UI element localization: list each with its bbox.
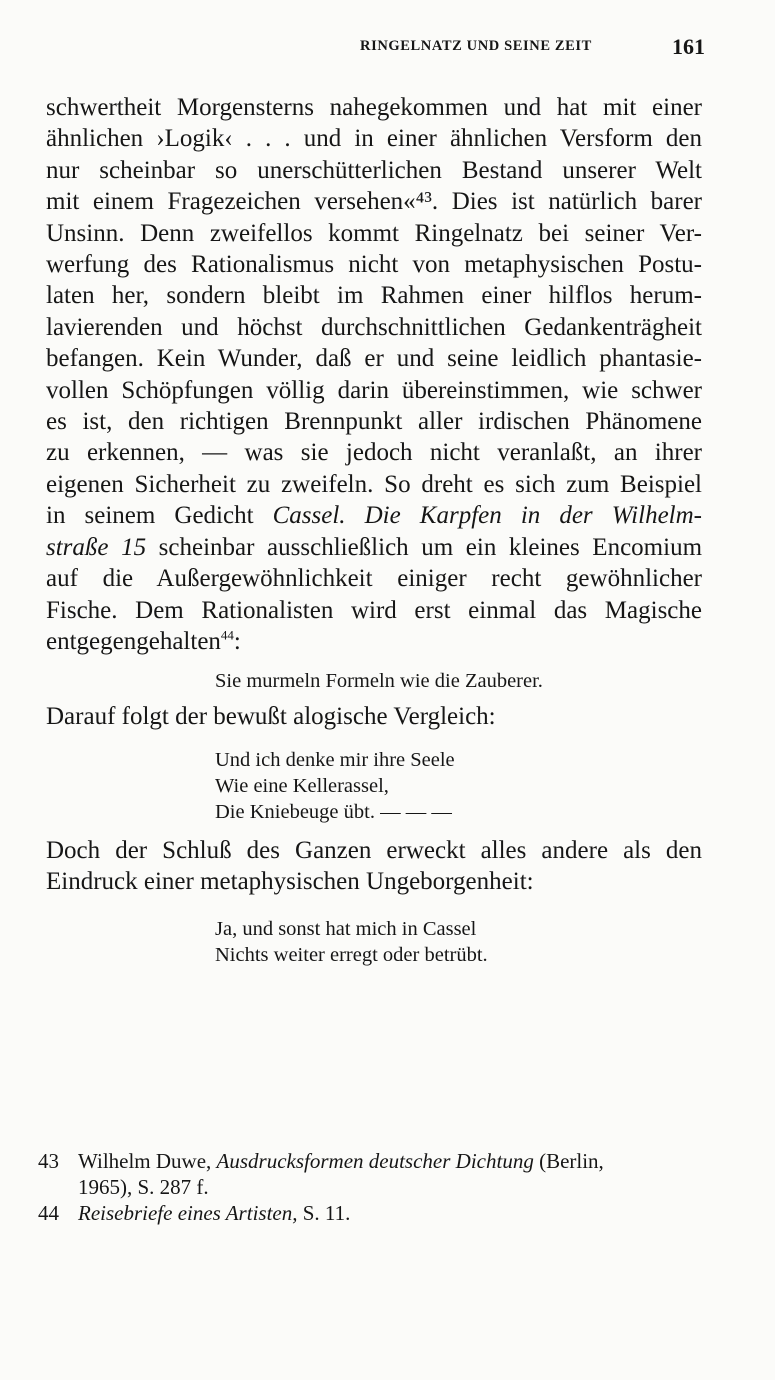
footnote-text: (Berlin, <box>533 1149 604 1173</box>
text-line: Fische. Dem Rationalisten wird erst einmal das Magische <box>46 596 702 624</box>
verse-line: Wie eine Kellerassel, <box>215 774 389 797</box>
footnote-text: S. 11. <box>297 1201 351 1225</box>
text-line: mit einem Fragezeichen versehen«⁴³. Dies ist natürlich barer <box>46 188 702 216</box>
text-line: es ist, den richtigen Brennpunkt aller irdischen Phänomene <box>46 408 702 436</box>
text-line: Eindruck einer metaphysischen Ungeborgenheit: <box>46 868 534 896</box>
verse-line: Sie murmeln Formeln wie die Zauberer. <box>215 670 543 693</box>
text-line: eigenen Sicherheit zu zweifeln. So dreht es sich zum Beispiel <box>46 470 702 498</box>
text-span: in seinem Gedicht <box>46 502 273 530</box>
page-number: 161 <box>672 34 705 59</box>
paragraph-1 <box>46 92 702 657</box>
text-span: entgegengehalten <box>46 627 221 655</box>
footnote-author: Wilhelm Duwe, <box>78 1149 217 1173</box>
text-line: werfung des Rationalismus nicht von metaphysischen Postu- <box>46 251 702 279</box>
text-line <box>46 626 702 657</box>
verse-quote-2 <box>46 747 702 825</box>
text-line: Darauf folgt der bewußt alogische Vergleich: <box>46 703 496 731</box>
verse-line: Die Kniebeuge übt. — — — <box>215 800 452 823</box>
text-line <box>46 500 702 531</box>
footnote-title: Reisebriefe eines Artisten, <box>78 1201 298 1225</box>
text-line: Doch der Schluß des Ganzen erweckt alles andere als den <box>46 836 702 864</box>
paragraph-3 <box>46 835 702 898</box>
text-span: scheinbar ausschließlich um ein kleines Encomium <box>146 533 703 561</box>
text-line: zu erkennen, — was sie jedoch nicht veranlaßt, an ihrer <box>46 439 702 467</box>
text-line: nur scheinbar so unerschütterlichen Bestand unserer Welt <box>46 156 702 184</box>
text-line: lavierenden und höchst durchschnittlichen Gedankenträgheit <box>46 313 702 341</box>
footnote-ref-44[interactable]: 44 <box>220 627 234 643</box>
verse-quote-1 <box>46 668 702 694</box>
footnote-43-continuation: 1965), S. 287 f. <box>78 1175 209 1199</box>
poem-title: Cassel. Die Karpfen in der Wilhelm- <box>272 502 702 530</box>
text-line <box>46 532 702 563</box>
page-header <box>360 34 705 64</box>
verse-quote-3 <box>46 916 702 968</box>
footnote-44 <box>38 1200 702 1226</box>
paragraph-2 <box>46 701 702 732</box>
footnote-43 <box>38 1148 702 1174</box>
text-line: laten her, sondern bleibt im Rahmen einer hilflos herum- <box>46 282 702 310</box>
footnote-title: Ausdrucksformen deutscher Dichtung <box>216 1149 534 1173</box>
verse-line: Nichts weiter erregt oder betrübt. <box>215 943 488 966</box>
main-text <box>46 92 702 968</box>
footnote-number: 43 <box>38 1149 59 1173</box>
text-line: auf die Außergewöhnlichkeit einiger recht gewöhnlicher <box>46 565 702 593</box>
footnote-number: 44 <box>38 1201 59 1225</box>
verse-line: Ja, und sonst hat mich in Cassel <box>215 917 477 940</box>
text-line: vollen Schöpfungen völlig darin übereinstimmen, wie schwer <box>46 376 702 404</box>
running-title: RINGELNATZ UND SEINE ZEIT <box>360 38 592 54</box>
text-line: befangen. Kein Wunder, daß er und seine leidlich phantasie- <box>46 345 702 373</box>
poem-title-cont: straße 15 <box>46 533 147 561</box>
text-line: Unsinn. Denn zweifellos kommt Ringelnatz bei seiner Ver- <box>46 219 702 247</box>
footnotes <box>38 1148 702 1226</box>
text-span: : <box>233 627 241 655</box>
verse-line: Und ich denke mir ihre Seele <box>215 748 455 771</box>
text-line: schwertheit Morgensterns nahegekommen und hat mit einer <box>46 94 702 121</box>
text-line: ähnlichen ›Logik‹ . . . und in einer ähnlichen Versform den <box>46 125 702 153</box>
